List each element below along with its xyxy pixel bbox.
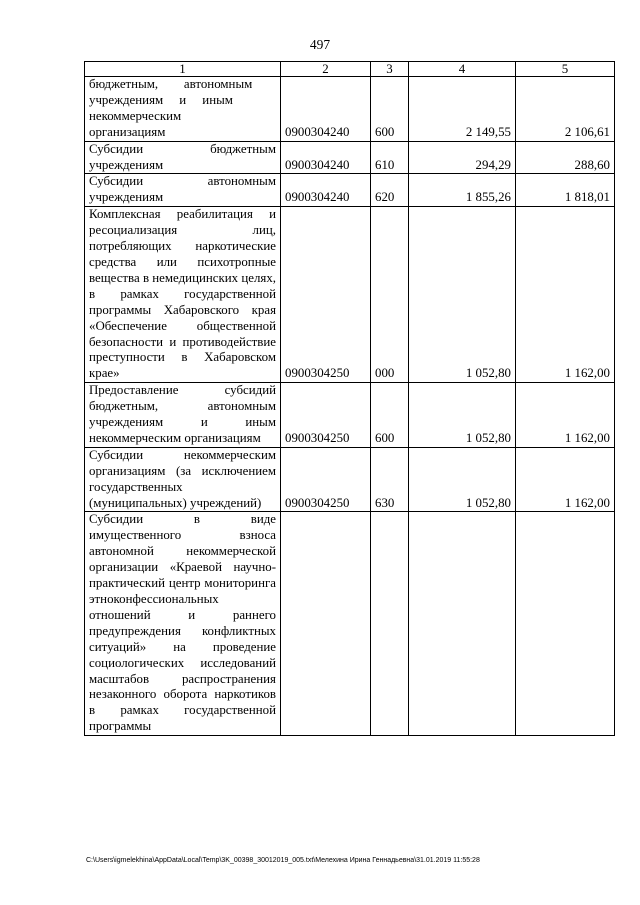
row-value-cell: 2 106,61: [516, 77, 615, 142]
column-header: 2: [281, 62, 371, 77]
row-code-cell: 0900304240: [281, 141, 371, 174]
column-header: 4: [409, 62, 516, 77]
row-vr-cell: 630: [371, 447, 409, 512]
row-code-cell: 0900304240: [281, 77, 371, 142]
table-row: [85, 174, 615, 207]
row-name-cell: Субсидии автономным учреждениям: [85, 174, 281, 207]
row-code-cell: 0900304240: [281, 174, 371, 207]
table-row: [85, 77, 615, 142]
row-name-cell: Субсидии бюджетным учреждениям: [85, 141, 281, 174]
page-number: 497: [309, 37, 331, 52]
row-value-cell: 294,29: [409, 141, 516, 174]
row-value-cell: [516, 512, 615, 736]
row-value-cell: 1 162,00: [516, 447, 615, 512]
table-row: [85, 141, 615, 174]
row-code-cell: 0900304250: [281, 207, 371, 383]
row-vr-cell: 000: [371, 207, 409, 383]
row-value-cell: 2 149,55: [409, 77, 516, 142]
row-value-cell: 1 052,80: [409, 207, 516, 383]
row-code-cell: [281, 512, 371, 736]
row-value-cell: 1 052,80: [409, 447, 516, 512]
row-name-cell: Комплексная реабилитация и ресоциализация лиц, потребляющих наркотические средства или психотропные вещества в немедицинских целях, в рамках государственной программы Хабаровского края «Обеспечение общественной безопасности и противодействие преступности в Хабаровском крае»: [85, 207, 281, 383]
row-code-cell: 0900304250: [281, 383, 371, 448]
column-header: 3: [371, 62, 409, 77]
row-value-cell: 288,60: [516, 141, 615, 174]
row-vr-cell: 600: [371, 383, 409, 448]
row-value-cell: 1 052,80: [409, 383, 516, 448]
row-name-cell: Предоставление субсидий бюджетным, автономным учреждениям и иным некоммерческим организациям: [85, 383, 281, 448]
row-vr-cell: 600: [371, 77, 409, 142]
row-vr-cell: 610: [371, 141, 409, 174]
row-name-cell: бюджетным, автономным учреждениям и иным некоммерческим организациям: [85, 77, 281, 142]
table-row: [85, 207, 615, 383]
row-vr-cell: [371, 512, 409, 736]
row-value-cell: 1 162,00: [516, 207, 615, 383]
table-row: [85, 447, 615, 512]
row-value-cell: 1 855,26: [409, 174, 516, 207]
row-value-cell: [409, 512, 516, 736]
column-header: 1: [85, 62, 281, 77]
row-value-cell: 1 818,01: [516, 174, 615, 207]
table-row: [85, 383, 615, 448]
row-code-cell: 0900304250: [281, 447, 371, 512]
row-vr-cell: 620: [371, 174, 409, 207]
table-header-row: [85, 62, 615, 77]
table-row: [85, 512, 615, 736]
budget-table: [84, 61, 615, 736]
row-name-cell: Субсидии в виде имущественного взноса автономной некоммерческой организации «Краевой научно-практический центр мониторинга этноконфессиональных отношений и раннего предупреждения конфликтных ситуаций» на проведение социологических исследований масштабов распространения незаконного оборота наркотиков в рамках государственной программы: [85, 512, 281, 736]
file-path-footer: C:\Users\igmelekhina\AppData\Local\Temp\3K_00398_30012019_005.txt\Мелехина Ирина Геннадьевна\31.01.2019 11:55:28: [86, 857, 480, 864]
row-name-cell: Субсидии некоммерческим организациям (за исключением государственных (муниципальных) учреждений): [85, 447, 281, 512]
row-value-cell: 1 162,00: [516, 383, 615, 448]
column-header: 5: [516, 62, 615, 77]
